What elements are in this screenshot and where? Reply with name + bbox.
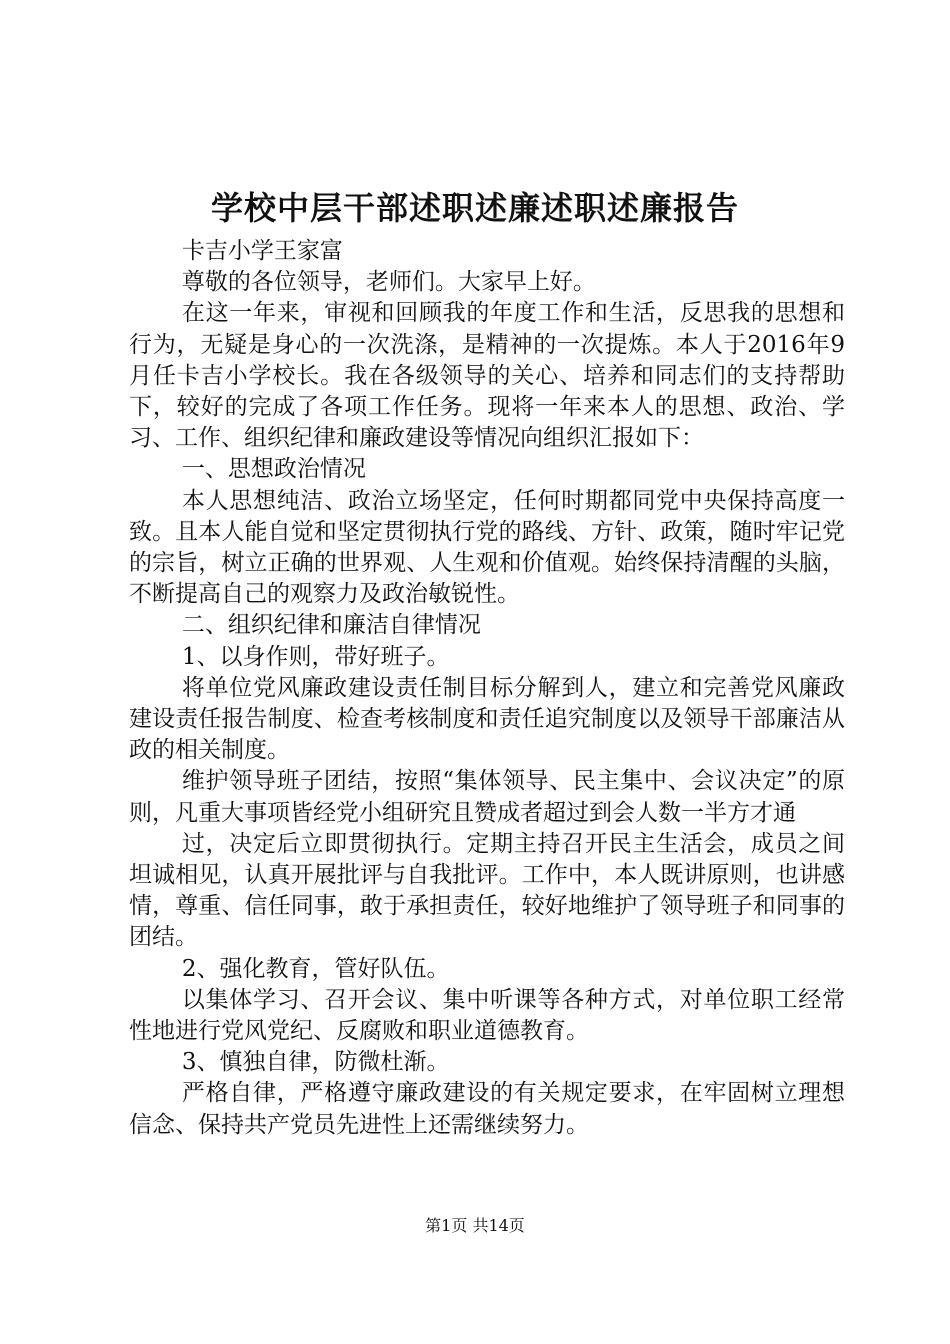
subheading-3: 3、慎独自律，防微杜渐。	[181, 1049, 450, 1076]
subheading-2: 2、强化教育，管好队伍。	[181, 955, 450, 982]
body-paragraph: 本人思想纯洁、政治立场坚定，任何时期都同党中央保持高度一致。且本人能自觉和坚定贯彻执行党的路线、方针、政策，随时牢记党的宗旨，树立正确的世界观、人生观和价值观。始终保持清醒的头脑，不断提高自己的观察力及政治敏锐性。	[129, 487, 845, 608]
body-paragraph: 以集体学习、召开会议、集中听课等各种方式，对单位职工经常性地进行党风党纪、反腐败和职业道德教育。	[129, 986, 845, 1045]
document-body	[129, 236, 845, 1141]
page-footer: 第1页 共14页	[425, 1216, 525, 1235]
body-paragraph: 过，决定后立即贯彻执行。定期主持召开民主生活会，成员之间坦诚相见，认真开展批评与自我批评。工作中，本人既讲原则，也讲感情，尊重、信任同事，敢于承担责任，较好地维护了领导班子和同事的团结。	[129, 830, 845, 951]
document-title: 学校中层干部述职述廉述职述廉报告	[210, 189, 739, 227]
section-heading-2: 二、组织纪律和廉洁自律情况	[181, 612, 481, 639]
greeting-paragraph: 尊敬的各位领导，老师们。大家早上好。	[181, 269, 596, 296]
intro-paragraph: 在这一年来，审视和回顾我的年度工作和生活，反思我的思想和行为，无疑是身心的一次洗涤，是精神的一次提炼。本人于2016年9月任卡吉小学校长。我在各级领导的关心、培养和同志们的支持帮助下，较好的完成了各项工作任务。现将一年来本人的思想、政治、学习、工作、组织纪律和廉政建设等情况向组织汇报如下：	[129, 300, 845, 452]
body-paragraph: 将单位党风廉政建设责任制目标分解到人，建立和完善党风廉政建设责任报告制度、检查考核制度和责任追究制度以及领导干部廉洁从政的相关制度。	[129, 674, 845, 764]
subheading-1: 1、以身作则，带好班子。	[181, 643, 450, 670]
section-heading-1: 一、思想政治情况	[181, 456, 366, 483]
body-paragraph: 严格自律，严格遵守廉政建设的有关规定要求，在牢固树立理想信念、保持共产党员先进性上还需继续努力。	[129, 1080, 845, 1138]
body-paragraph: 维护领导班子团结，按照“集体领导、民主集中、会议决定”的原则，凡重大事项皆经党小组研究且赞成者超过到会人数一半方才通	[129, 768, 845, 826]
author-line: 卡吉小学王家富	[181, 238, 343, 264]
